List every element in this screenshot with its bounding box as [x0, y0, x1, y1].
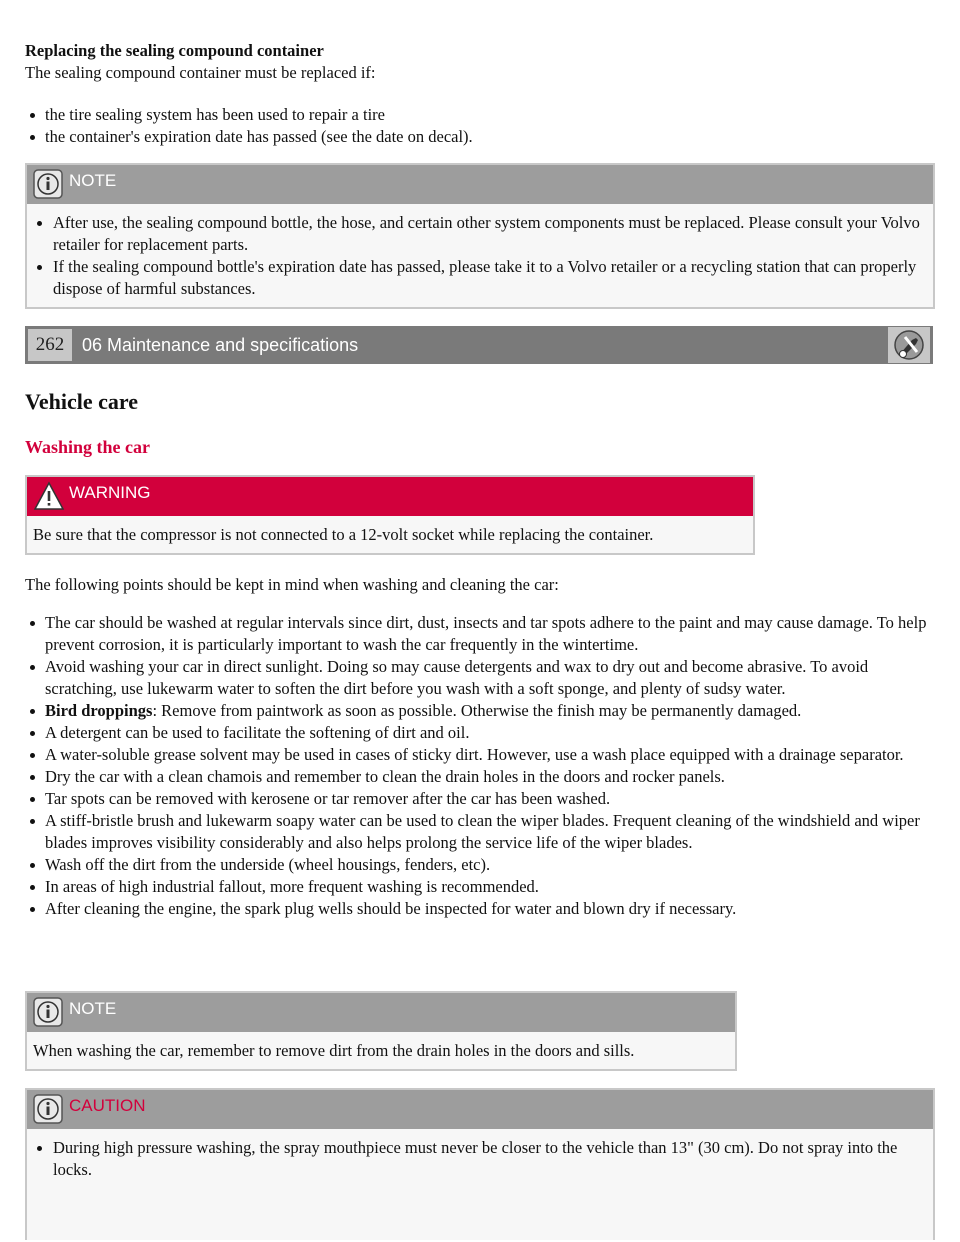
replace-heading: Replacing the sealing compound container [25, 41, 324, 60]
list-item [25, 700, 940, 722]
note-box [25, 163, 935, 309]
caution-body [27, 1129, 933, 1188]
caution-label: CAUTION [69, 1096, 146, 1115]
info-icon [33, 1094, 63, 1130]
list-item: During high pressure washing, the spray mouthpiece must never be closer to the vehicle than 13" (30 cm). Do not spray into the locks. [33, 1137, 927, 1181]
info-icon [33, 997, 63, 1033]
list-item: the container's expiration date has passed (see the date on decal). [25, 126, 925, 148]
tools-icon [888, 327, 930, 363]
note-header [27, 165, 933, 204]
page-number: 262 [28, 329, 72, 361]
replace-list [25, 104, 925, 148]
subsection-title: Washing the car [25, 437, 151, 457]
warning-header [27, 477, 753, 516]
note-label: NOTE [69, 171, 117, 190]
warning-triangle-icon [33, 481, 65, 517]
list-item: After use, the sealing compound bottle, the hose, and certain other system components must be replaced. Please consult your Volvo retailer for replacement parts. [33, 212, 927, 256]
note-box [25, 991, 737, 1071]
list-item: The car should be washed at regular intervals since dirt, dust, insects and tar spots adhere to the paint and may cause damage. To help prevent corrosion, it is particularly important to wash the car frequently in the wintertime. [25, 612, 940, 656]
washing-intro: The following points should be kept in mind when washing and cleaning the car: [25, 575, 559, 594]
warning-text: Be sure that the compressor is not connected to a 12-volt socket while replacing the container. [33, 525, 654, 544]
list-item: A detergent can be used to facilitate the softening of dirt and oil. [25, 722, 940, 744]
bird-droppings-text: : Remove from paintwork as soon as possible. Otherwise the finish may be permanently damaged. [152, 701, 802, 720]
note-body [27, 204, 933, 307]
page-title: Vehicle care [25, 389, 139, 414]
warning-label: WARNING [69, 483, 151, 502]
replace-intro: The sealing compound container must be replaced if: [25, 63, 376, 82]
list-item: Wash off the dirt from the underside (wheel housings, fenders, etc). [25, 854, 940, 876]
note-header [27, 993, 735, 1032]
info-icon [33, 169, 63, 205]
list-item: Tar spots can be removed with kerosene or tar remover after the car has been washed. [25, 788, 940, 810]
note-body [27, 1032, 735, 1069]
note-label: NOTE [69, 999, 117, 1018]
warning-body [27, 516, 753, 553]
list-item: If the sealing compound bottle's expiration date has passed, please take it to a Volvo retailer or a recycling station that can properly dispose of harmful substances. [33, 256, 927, 300]
list-item: the tire sealing system has been used to repair a tire [25, 104, 925, 126]
section-title: 06 Maintenance and specifications [82, 335, 359, 355]
list-item: A water-soluble grease solvent may be used in cases of sticky dirt. However, use a wash place equipped with a drainage separator. [25, 744, 940, 766]
caution-header [27, 1090, 933, 1129]
washing-list [25, 612, 940, 920]
list-item: After cleaning the engine, the spark plug wells should be inspected for water and blown dry if necessary. [25, 898, 940, 920]
list-item: Avoid washing your car in direct sunlight. Doing so may cause detergents and wax to dry out and become abrasive. To avoid scratching, use lukewarm water to soften the dirt before you wash with a soft sponge, and plenty of sudsy water. [25, 656, 940, 700]
warning-box [25, 475, 755, 555]
bird-droppings-label: Bird droppings [45, 701, 153, 720]
caution-box [25, 1088, 935, 1240]
section-header [25, 326, 933, 364]
list-item: In areas of high industrial fallout, more frequent washing is recommended. [25, 876, 940, 898]
list-item: Dry the car with a clean chamois and remember to clean the drain holes in the doors and rocker panels. [25, 766, 940, 788]
note-text: When washing the car, remember to remove dirt from the drain holes in the doors and sills. [33, 1041, 635, 1060]
list-item: A stiff-bristle brush and lukewarm soapy water can be used to clean the wiper blades. Frequent cleaning of the windshield and wiper blades improves visibility considerably and also helps prolong the service life of the wiper blades. [25, 810, 940, 854]
